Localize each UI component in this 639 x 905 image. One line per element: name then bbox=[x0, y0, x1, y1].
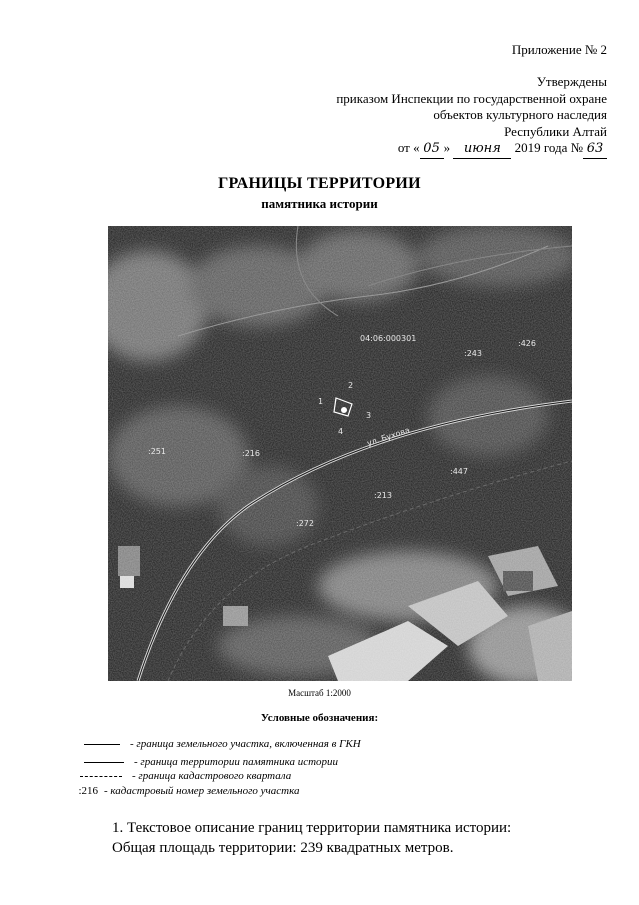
map-scale: Масштаб 1:2000 bbox=[288, 688, 351, 698]
map-grain bbox=[108, 226, 572, 681]
legend-line-parcel bbox=[84, 744, 120, 745]
map-label-parcel: :216 bbox=[242, 449, 260, 458]
date-year: 2019 года № bbox=[514, 140, 583, 155]
legend-code: :216 bbox=[78, 785, 98, 797]
map-label-parcel: :251 bbox=[148, 447, 166, 456]
appendix-label: Приложение № 2 bbox=[511, 42, 607, 57]
approval-line: объектов культурного наследия bbox=[433, 107, 607, 122]
map-label-point: 3 bbox=[366, 411, 372, 420]
legend-title: Условные обозначения: bbox=[260, 712, 379, 724]
map-label-parcel: :213 bbox=[374, 491, 392, 500]
map-label-quarter: 04:06:000301 bbox=[360, 334, 417, 343]
map-label-parcel: :447 bbox=[450, 467, 468, 476]
map-label-parcel: :243 bbox=[464, 349, 482, 358]
legend-line-quarter bbox=[80, 776, 122, 777]
approval-line: Утверждены bbox=[536, 74, 607, 89]
legend-item: - граница земельного участка, включенная в ГКН bbox=[84, 738, 361, 750]
legend-item: :216 - кадастровый номер земельного участка bbox=[48, 785, 300, 797]
page-title: ГРАНИЦЫ ТЕРРИТОРИИ bbox=[218, 175, 421, 192]
text-description bbox=[112, 818, 511, 858]
map-label-street: ул. Бухова bbox=[365, 425, 411, 448]
description-line: 1. Текстовое описание границ территории памятника истории: bbox=[112, 820, 512, 836]
legend-item: - граница территории памятника истории bbox=[84, 756, 338, 768]
legend-line-monument bbox=[84, 762, 124, 763]
map-canvas bbox=[108, 226, 572, 681]
order-number: 63 bbox=[583, 141, 607, 159]
approval-block bbox=[336, 74, 607, 159]
map-label-point: 2 bbox=[348, 381, 354, 390]
map-label-parcel: :426 bbox=[518, 339, 536, 348]
approval-line: Республики Алтай bbox=[504, 123, 607, 139]
map-label-point: 1 bbox=[318, 397, 324, 406]
approval-date-line: от « 05 » июня 2019 года № 63 bbox=[336, 140, 607, 159]
approval-line: приказом Инспекции по государственной охране bbox=[336, 90, 607, 106]
description-line: Общая площадь территории: 239 квадратных метров. bbox=[112, 840, 454, 856]
page-subtitle: памятника истории bbox=[261, 196, 378, 211]
map-label-point: 4 bbox=[338, 427, 344, 436]
legend-item: - граница кадастрового квартала bbox=[80, 770, 291, 782]
date-day: 05 bbox=[420, 141, 444, 159]
aerial-map bbox=[108, 226, 572, 681]
date-month: июня bbox=[453, 141, 511, 159]
map-label-parcel: :272 bbox=[296, 519, 314, 528]
monument-marker bbox=[341, 407, 347, 413]
